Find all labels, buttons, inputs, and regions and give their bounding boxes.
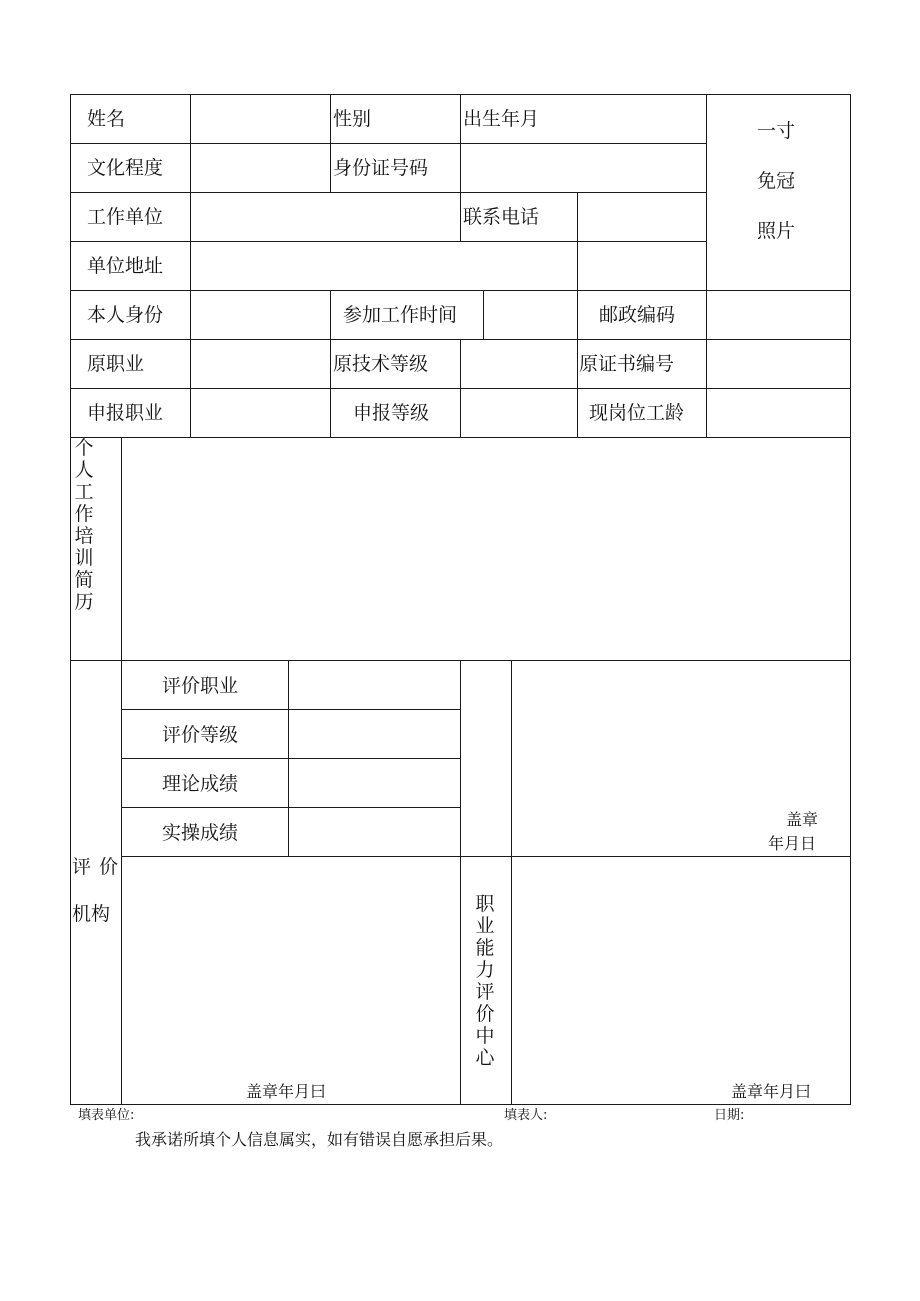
org-label-line1: 评价 [72, 856, 127, 878]
seal-bottom-left: 盖章年月曰 [246, 1082, 327, 1101]
photo-label-line1: 一寸 [757, 120, 796, 142]
orig-level-field[interactable] [462, 341, 576, 387]
col-line [577, 192, 578, 437]
resume-field[interactable] [123, 439, 849, 659]
practice-score-label: 实操成绩 [162, 822, 239, 844]
row-line [121, 807, 461, 808]
footer-filler-label: 填表人: [504, 1108, 548, 1123]
orig-job-label: 原职业 [87, 353, 145, 375]
col-line [460, 660, 461, 1105]
orig-cert-field[interactable] [708, 341, 849, 387]
footer-date-label: 日期: [714, 1108, 745, 1123]
col-line [511, 660, 512, 1105]
theory-score-field[interactable] [290, 760, 459, 806]
table-border-right [850, 94, 851, 1105]
postcode-field[interactable] [708, 292, 849, 338]
col-line [483, 290, 484, 339]
col-line [460, 94, 461, 241]
col-line [288, 660, 289, 856]
postcode-label: 邮政编码 [599, 304, 676, 326]
seal-top-label: 盖章 [786, 810, 819, 829]
photo-label-line2: 免冠 [757, 170, 796, 192]
seal-bottom-right: 盖章年月曰 [731, 1082, 812, 1101]
photo-label-line3: 照片 [757, 220, 796, 242]
work-start-field[interactable] [485, 292, 576, 338]
unit-address-label: 单位地址 [87, 255, 164, 277]
row-line [70, 290, 851, 291]
org-opinion-area[interactable] [123, 858, 459, 1103]
row-line [70, 437, 851, 438]
col-line [330, 290, 331, 437]
work-unit-field[interactable] [192, 194, 459, 240]
identity-field[interactable] [192, 292, 329, 338]
id-number-label: 身份证号码 [333, 157, 429, 179]
name-field[interactable] [192, 96, 329, 142]
seniority-field[interactable] [708, 390, 849, 436]
gender-label: 性别 [333, 108, 372, 130]
apply-level-label: 申报等级 [353, 402, 430, 424]
apply-job-label: 申报职业 [87, 402, 164, 424]
education-field[interactable] [192, 145, 329, 191]
phone-field[interactable] [579, 194, 705, 240]
apply-job-field[interactable] [192, 390, 329, 436]
birth-field[interactable] [560, 96, 705, 142]
center-label: 职业能力评价中心 [475, 893, 495, 1069]
phone-label: 联系电话 [463, 206, 540, 228]
row-line [121, 856, 851, 857]
row-line [70, 143, 706, 144]
col-line [121, 437, 122, 1105]
unit-address-field[interactable] [192, 243, 576, 289]
center-opinion-area[interactable] [513, 858, 849, 1103]
eval-job-field[interactable] [290, 662, 459, 708]
name-label: 姓名 [87, 108, 126, 130]
orig-level-label: 原技术等级 [333, 353, 429, 375]
orig-cert-label: 原证书编号 [579, 353, 675, 375]
identity-label: 本人身份 [87, 304, 164, 326]
theory-score-label: 理论成绩 [162, 773, 239, 795]
table-border-left [70, 94, 71, 1105]
eval-job-label: 评价职业 [162, 675, 239, 697]
col-line [460, 339, 461, 437]
col-line [330, 94, 331, 192]
col-line [190, 94, 191, 437]
orig-job-field[interactable] [192, 341, 329, 387]
education-label: 文化程度 [87, 157, 164, 179]
birth-label: 出生年月 [463, 108, 540, 130]
work-unit-label: 工作单位 [87, 206, 164, 228]
row-line [121, 758, 461, 759]
apply-level-field[interactable] [462, 390, 576, 436]
pledge-text: 我承诺所填个人信息属实，如有错误自愿承担后果。 [135, 1130, 504, 1149]
org-label-line2: 机构 [72, 903, 111, 925]
resume-label: 个人工作培训简历 [74, 437, 94, 613]
eval-level-field[interactable] [290, 711, 459, 757]
seal-top-date: 年月日 [768, 834, 817, 853]
row-line [70, 241, 706, 242]
seniority-label: 现岗位工龄 [589, 402, 685, 424]
footer-unit-label: 填表单位: [78, 1108, 135, 1123]
row-line [121, 709, 461, 710]
eval-level-label: 评价等级 [162, 724, 239, 746]
id-number-field[interactable] [462, 145, 705, 191]
work-start-label: 参加工作时间 [343, 304, 458, 326]
row-line [70, 192, 706, 193]
practice-score-field[interactable] [290, 809, 459, 855]
col-line [706, 94, 707, 437]
